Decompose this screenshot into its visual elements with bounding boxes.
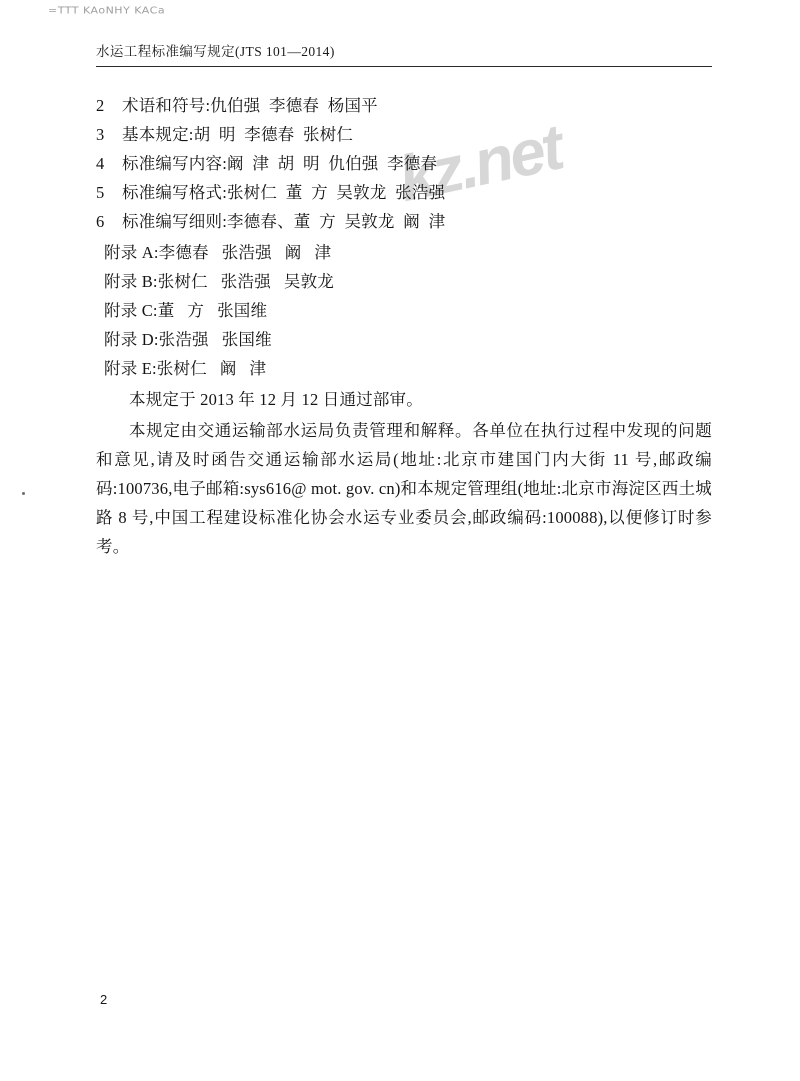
running-head: 水运工程标准编写规定(JTS 101—2014) bbox=[96, 44, 335, 59]
scan-dot-mark bbox=[22, 492, 25, 495]
appendix-contributor-list bbox=[96, 238, 712, 383]
list-item: 附录 C:董 方 张国维 bbox=[104, 301, 268, 320]
item-text: 标准编写内容:阚 津 胡 明 仇伯强 李德春 bbox=[122, 154, 438, 173]
list-item bbox=[96, 207, 712, 236]
item-number: 2 bbox=[96, 96, 105, 115]
list-item bbox=[96, 178, 712, 207]
list-item bbox=[96, 91, 712, 120]
item-number: 5 bbox=[96, 183, 105, 202]
item-text: 标准编写格式:张树仁 董 方 吴敦龙 张浩强 bbox=[122, 183, 446, 202]
item-number: 4 bbox=[96, 154, 105, 173]
list-item: 附录 E:张树仁 阚 津 bbox=[104, 359, 267, 378]
paragraph-approval-date: 本规定于 2013 年 12 月 12 日通过部审。 bbox=[129, 390, 423, 409]
item-number: 6 bbox=[96, 212, 105, 231]
list-item: 附录 A:李德春 张浩强 阚 津 bbox=[104, 243, 332, 262]
list-item bbox=[96, 149, 712, 178]
item-text: 术语和符号:仇伯强 李德春 杨国平 bbox=[122, 96, 378, 115]
item-text: 标准编写细则:李德春、董 方 吴敦龙 阚 津 bbox=[122, 212, 446, 231]
watermark: kz.net bbox=[392, 110, 568, 216]
paragraph-administration-notice: 本规定由交通运输部水运局负责管理和解释。各单位在执行过程中发现的问题和意见,请及时函告交通运输部水运局(地址:北京市建国门内大街 11 号,邮政编码:100736,电子邮箱:sys616@ mot. gov. cn)和本规定管理组(地址:北京市海淀区西土城路 8 号,中国工程建设标准化协会水运专业委员会,邮政编码:100088),以便修订时参考。 bbox=[96, 421, 712, 556]
item-number: 3 bbox=[96, 125, 105, 144]
list-item bbox=[96, 120, 712, 149]
header-rule bbox=[96, 66, 712, 67]
item-text: 基本规定:胡 明 李德春 张树仁 bbox=[122, 125, 354, 144]
page-content bbox=[96, 40, 712, 561]
list-item: 附录 B:张树仁 张浩强 吴敦龙 bbox=[104, 272, 334, 291]
page-number: 2 bbox=[100, 992, 108, 1007]
scan-artifact-text: =TTT KAoNHY KACa bbox=[48, 4, 166, 17]
list-item: 附录 D:张浩强 张国维 bbox=[104, 330, 272, 349]
contributor-list bbox=[96, 91, 712, 236]
